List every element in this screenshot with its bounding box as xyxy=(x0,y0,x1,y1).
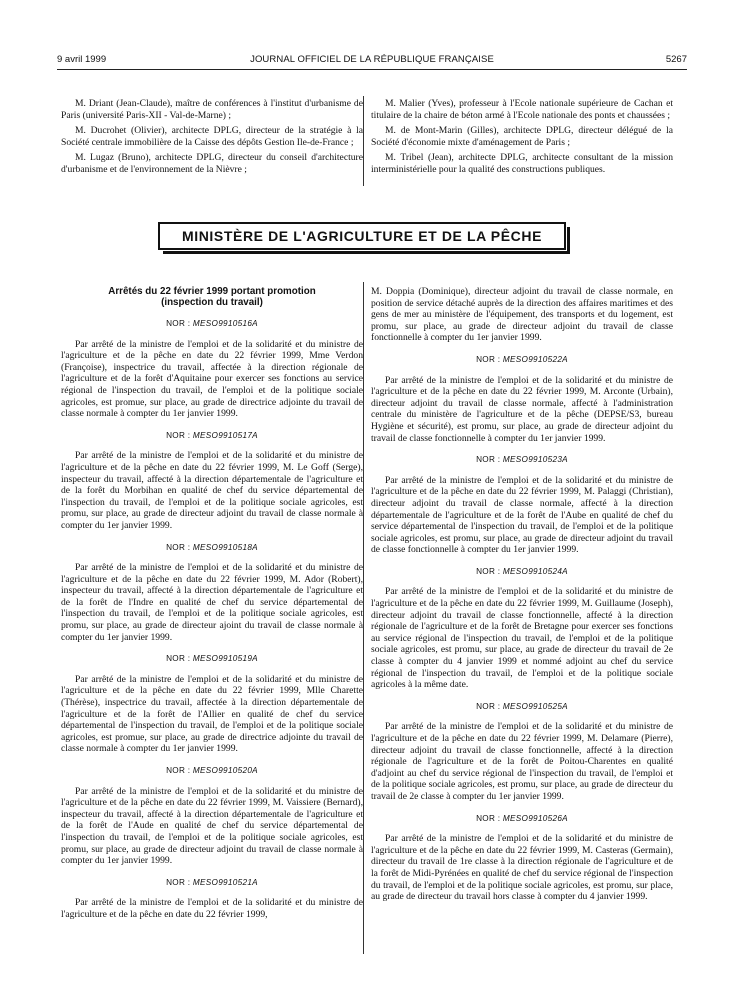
nor-prefix: NOR : xyxy=(476,354,501,364)
nor-code: MESO9910526A xyxy=(502,813,568,823)
arrete-paragraph: Par arrêté de la ministre de l'emploi et de la solidarité et du ministre de l'agriculture et de la pêche en date du 22 février 1999, M. Vaissiere (Bernard), inspecteur du travail, affecté à la direction départementale de l'agriculture et de la forêt de l'Aude en qualité de chef du service départemental de l'inspection du travail, de l'emploi et de la politique sociale agricoles, est promu, sur place, au grade de directeur adjoint du travail de classe normale à compter du 1er janvier 1999. xyxy=(61,785,363,867)
nor-prefix: NOR : xyxy=(476,701,501,711)
top-left-column xyxy=(61,98,363,180)
paragraph: M. Malier (Yves), professeur à l'Ecole nationale supérieure de Cachan et titulaire de la chaire de béton armé à l'Ecole nationale des ponts et chaussées ; xyxy=(371,98,673,121)
paragraph: M. Lugaz (Bruno), architecte DPLG, directeur du conseil d'architecture d'urbanisme et de l'environnement de la Nièvre ; xyxy=(61,152,363,175)
nor-reference xyxy=(61,318,363,330)
ministry-title-box: MINISTÈRE DE L'AGRICULTURE ET DE LA PÊCHE xyxy=(158,222,566,250)
nor-code: MESO9910517A xyxy=(192,430,258,440)
paragraph: M. Tribel (Jean), architecte DPLG, architecte consultant de la mission interministérielle pour la qualité des constructions publiques. xyxy=(371,152,673,175)
arrete-paragraph: Par arrêté de la ministre de l'emploi et de la solidarité et du ministre de l'agriculture et de la pêche en date du 22 février 1999, M. Guillaume (Joseph), directeur adjoint du travail de classe fonctionnelle, affecté à la direction régionale de l'agriculture et de la forêt de Bretagne pour exercer ses fonctions au service régional de l'inspection du travail, de l'emploi et de la politique sociale agricoles, est promu, sur place, au grade de directeur du travail de 2e classe à compter du 4 janvier 1999 et nommé adjoint au chef du service régional de l'inspection du travail, de l'emploi et de la politique sociale agricoles à la même date. xyxy=(371,586,673,691)
nor-code: MESO9910525A xyxy=(502,701,568,711)
arrete-title xyxy=(61,286,363,308)
nor-code: MESO9910524A xyxy=(502,566,568,576)
arrete-title-line: Arrêtés du 22 février 1999 portant promotion xyxy=(108,286,316,297)
nor-code: MESO9910523A xyxy=(502,455,568,465)
nor-code: MESO9910521A xyxy=(192,877,258,887)
paragraph: M. Ducrohet (Olivier), architecte DPLG, directeur de la stratégie à la Société centrale immobilière de la Caisse des dépôts Gestion Ile-de-France ; xyxy=(61,125,363,148)
continuation-paragraph: M. Doppia (Dominique), directeur adjoint du travail de classe normale, en position de service détaché auprès de la direction des affaires maritimes et des gens de mer au ministère de l'équipement, des transports et du logement, est promu, sur place, au grade de directeur adjoint du travail de classe fonctionnelle à compter du 1er janvier 1999. xyxy=(371,286,673,344)
nor-prefix: NOR : xyxy=(476,566,501,576)
header-journal-title: JOURNAL OFFICIEL DE LA RÉPUBLIQUE FRANÇAISE xyxy=(250,54,494,65)
nor-prefix: NOR : xyxy=(476,813,501,823)
nor-code: MESO9910522A xyxy=(502,354,568,364)
nor-code: MESO9910518A xyxy=(192,542,258,552)
nor-prefix: NOR : xyxy=(166,766,191,775)
nor-prefix: NOR : xyxy=(166,877,191,887)
nor-reference xyxy=(371,813,673,825)
arrete-paragraph: Par arrêté de la ministre de l'emploi et de la solidarité et du ministre de l'agriculture et de la pêche en date du 22 février 1999, Mme Verdon (Françoise), inspectrice du travail, affectée à la direction régionale de l'agriculture et de la forêt d'Aquitaine pour exercer ses fonctions au service régional de l'inspection du travail, de l'emploi et de la politique sociale agricoles, est promue, sur place, au grade de directrice adjointe du travail de classe normale à compter du 1er janvier 1999. xyxy=(61,338,363,420)
nor-prefix: NOR : xyxy=(166,319,191,328)
nor-reference xyxy=(371,354,673,366)
column-divider xyxy=(363,96,364,186)
nor-code: MESO9910520A xyxy=(192,766,258,775)
nor-code: MESO9910516A xyxy=(192,319,258,328)
nor-reference xyxy=(371,454,673,466)
nor-prefix: NOR : xyxy=(476,455,501,465)
nor-reference xyxy=(61,430,363,442)
nor-prefix: NOR : xyxy=(166,542,191,552)
header-page-number: 5267 xyxy=(665,54,687,65)
header-date: 9 avril 1999 xyxy=(57,54,107,65)
arrete-paragraph: Par arrêté de la ministre de l'emploi et de la solidarité et du ministre de l'agriculture et de la pêche en date du 22 février 1999, Mlle Charette (Thérèse), inspectrice du travail, affectée à la direction départementale de l'agriculture et de la forêt de l'Allier en qualité de chef du service départemental de l'inspection du travail, de l'emploi et de la politique sociale agricoles, est promue, sur place, au grade de directrice adjointe du travail de classe normale à compter du 1er janvier 1999. xyxy=(61,673,363,755)
arrete-paragraph: Par arrêté de la ministre de l'emploi et de la solidarité et du ministre de l'agriculture et de la pêche en date du 22 février 1999, M. Casteras (Germain), directeur du travail de 1re classe à la direction régionale de l'agriculture et de la forêt de Midi-Pyrénées en qualité de chef du service régional de l'inspection du travail, de l'emploi et de la politique sociale agricoles, est promu, sur place, au grade de directeur du travail hors classe à compter du 4 janvier 1999. xyxy=(371,833,673,903)
arrete-paragraph: Par arrêté de la ministre de l'emploi et de la solidarité et du ministre de l'agriculture et de la pêche en date du 22 février 1999, M. Palaggi (Christian), directeur adjoint du travail de classe normale, affecté à la direction départementale de l'agriculture et de la forêt de l'Aube en qualité de chef du service départemental de l'inspection du travail, de l'emploi et de la politique sociale agricoles, est promu, sur place, au grade de directeur adjoint du travail de classe fonctionnelle à compter du 1er janvier 1999. xyxy=(371,474,673,556)
nor-reference xyxy=(61,542,363,554)
arrete-paragraph: Par arrêté de la ministre de l'emploi et de la solidarité et du ministre de l'agriculture et de la pêche en date du 22 février 1999, M. Ador (Robert), inspecteur du travail, affecté à la direction départementale de l'agriculture et de la forêt de l'Indre en qualité de chef du service départemental de l'inspection du travail, de l'emploi et de la politique sociale agricoles, est promu, sur place, au grade de directeur ajoint du travail de classe normale à compter du 1er janvier 1999. xyxy=(61,562,363,643)
nor-reference xyxy=(61,653,363,665)
paragraph: M. de Mont-Marin (Gilles), architecte DPLG, directeur délégué de la Société d'économie mixte d'aménagement de Paris ; xyxy=(371,125,673,148)
nor-reference xyxy=(371,701,673,713)
arrete-subtitle-line: (inspection du travail) xyxy=(161,297,263,308)
arrete-paragraph: Par arrêté de la ministre de l'emploi et de la solidarité et du ministre de l'agriculture et de la pêche en date du 22 février 1999, M. Le Goff (Serge), inspecteur du travail, affecté à la direction départementale de l'agriculture et de la forêt du Morbihan en qualité de chef du service départemental de l'inspection du travail, de l'emploi et de la politique sociale agricoles, est promu, sur place, au grade de directeur adjoint du travail de classe normale à compter du 1er janvier 1999. xyxy=(61,450,363,531)
arrete-paragraph: Par arrêté de la ministre de l'emploi et de la solidarité et du ministre de l'agriculture et de la pêche en date du 22 février 1999, M. Delamare (Pierre), directeur adjoint du travail de classe fonctionnelle, affecté à la direction régionale de l'agriculture et de la forêt de Poitou-Charentes en qualité d'adjoint au chef du service régional de l'inspection du travail, de l'emploi et de la politique sociale agricoles, est promu, sur place, au grade de directeur du travail de 2e classe à compter du 1er janvier 1999. xyxy=(371,721,673,802)
header-rule xyxy=(57,69,687,70)
page-header xyxy=(57,54,687,68)
nor-prefix: NOR : xyxy=(166,430,191,440)
top-right-column xyxy=(371,98,673,180)
nor-code: MESO9910519A xyxy=(192,654,258,664)
arrete-paragraph: Par arrêté de la ministre de l'emploi et de la solidarité et du ministre de l'agriculture et de la pêche en date du 22 février 1999, M. Arconte (Urbain), directeur adjoint du travail de classe normale, affecté à l'administration centrale du ministère de l'agriculture et de la pêche (DEPSE/S3, bureau Hygiène et sécurité), est promu, sur place, au grade de directeur adjoint du travail de classe fonctionnelle à compter du 1er janvier 1999. xyxy=(371,374,673,444)
arrete-paragraph: Par arrêté de la ministre de l'emploi et de la solidarité et du ministre de l'agriculture et de la pêche en date du 22 février 1999, xyxy=(61,897,363,920)
nor-prefix: NOR : xyxy=(166,654,191,664)
nor-reference xyxy=(371,566,673,578)
bottom-left-column xyxy=(61,286,363,925)
nor-reference xyxy=(61,765,363,777)
paragraph: M. Driant (Jean-Claude), maître de conférences à l'institut d'urbanisme de Paris (université Paris-XII - Val-de-Marne) ; xyxy=(61,98,363,121)
bottom-right-column xyxy=(371,286,673,907)
column-divider xyxy=(363,282,364,954)
nor-reference xyxy=(61,877,363,889)
